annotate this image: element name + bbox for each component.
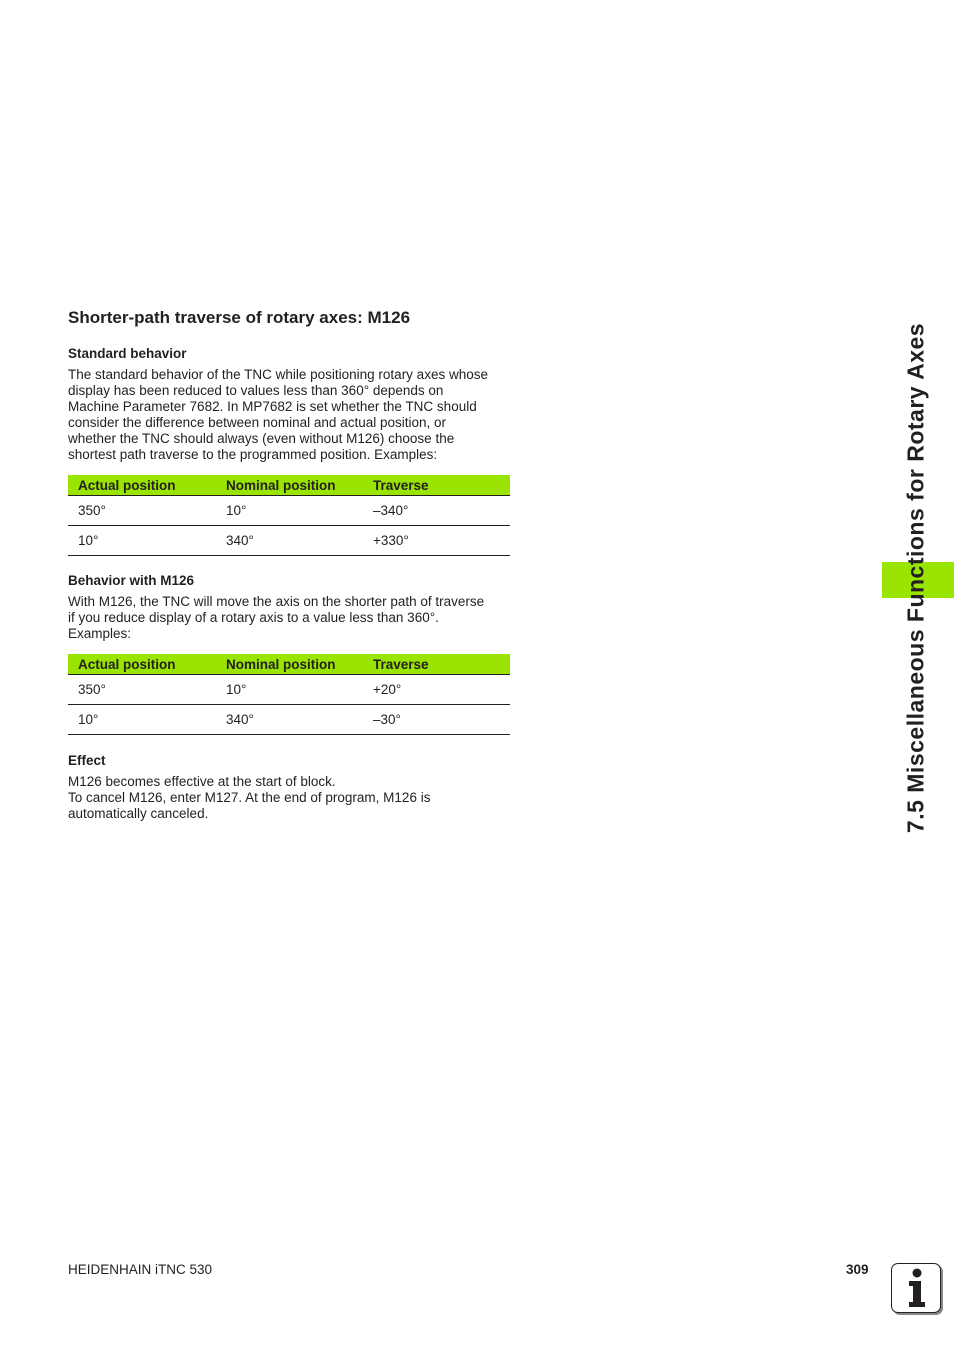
col-actual-position: Actual position bbox=[68, 475, 216, 496]
col-traverse: Traverse bbox=[363, 654, 510, 675]
standard-line: whether the TNC should always (even without M126) choose the bbox=[68, 431, 455, 446]
col-nominal-position: Nominal position bbox=[216, 475, 363, 496]
cell-actual: 10° bbox=[68, 526, 216, 556]
effect-line: To cancel M126, enter M127. At the end of program, M126 is bbox=[68, 790, 431, 805]
info-glyph bbox=[892, 1264, 940, 1312]
page-number: 309 bbox=[846, 1262, 869, 1277]
cell-nominal: 10° bbox=[216, 675, 363, 705]
cell-traverse: –340° bbox=[363, 496, 510, 526]
cell-traverse: –30° bbox=[363, 705, 510, 735]
m126-line: Examples: bbox=[68, 626, 132, 641]
cell-traverse: +20° bbox=[363, 675, 510, 705]
table-row bbox=[68, 526, 510, 556]
table-row bbox=[68, 496, 510, 526]
section-title: Shorter-path traverse of rotary axes: M126 bbox=[68, 308, 411, 327]
standard-behavior-heading: Standard behavior bbox=[68, 346, 187, 361]
standard-line: shortest path traverse to the programmed position. Examples: bbox=[68, 447, 438, 462]
standard-line: The standard behavior of the TNC while positioning rotary axes whose bbox=[68, 367, 488, 382]
standard-behavior-section bbox=[68, 346, 510, 463]
chapter-side-title: 7.5 Miscellaneous Functions for Rotary Axes bbox=[902, 322, 929, 834]
cell-actual: 350° bbox=[68, 675, 216, 705]
col-actual-position: Actual position bbox=[68, 654, 216, 675]
cell-actual: 10° bbox=[68, 705, 216, 735]
col-traverse: Traverse bbox=[363, 475, 510, 496]
table-header-row bbox=[68, 654, 510, 675]
standard-line: Machine Parameter 7682. In MP7682 is set whether the TNC should bbox=[68, 399, 477, 414]
m126-behavior-section bbox=[68, 573, 510, 642]
cell-nominal: 340° bbox=[216, 526, 363, 556]
m126-behavior-heading: Behavior with M126 bbox=[68, 573, 195, 588]
table-header-row bbox=[68, 475, 510, 496]
standard-line: consider the difference between nominal and actual position, or bbox=[68, 415, 446, 430]
standard-examples-table bbox=[68, 475, 510, 556]
cell-nominal: 340° bbox=[216, 705, 363, 735]
m126-examples-table bbox=[68, 654, 510, 735]
effect-line: M126 becomes effective at the start of block. bbox=[68, 774, 336, 789]
table-row bbox=[68, 675, 510, 705]
cell-traverse: +330° bbox=[363, 526, 510, 556]
effect-heading: Effect bbox=[68, 753, 106, 768]
cell-actual: 350° bbox=[68, 496, 216, 526]
cell-nominal: 10° bbox=[216, 496, 363, 526]
footer-product: HEIDENHAIN iTNC 530 bbox=[68, 1262, 213, 1277]
info-icon bbox=[891, 1263, 941, 1313]
table-row bbox=[68, 705, 510, 735]
standard-line: display has been reduced to values less than 360° depends on bbox=[68, 383, 444, 398]
effect-section bbox=[68, 753, 510, 822]
effect-line: automatically canceled. bbox=[68, 806, 209, 821]
m126-line: if you reduce display of a rotary axis to a value less than 360°. bbox=[68, 610, 439, 625]
m126-line: With M126, the TNC will move the axis on the shorter path of traverse bbox=[68, 594, 485, 609]
col-nominal-position: Nominal position bbox=[216, 654, 363, 675]
